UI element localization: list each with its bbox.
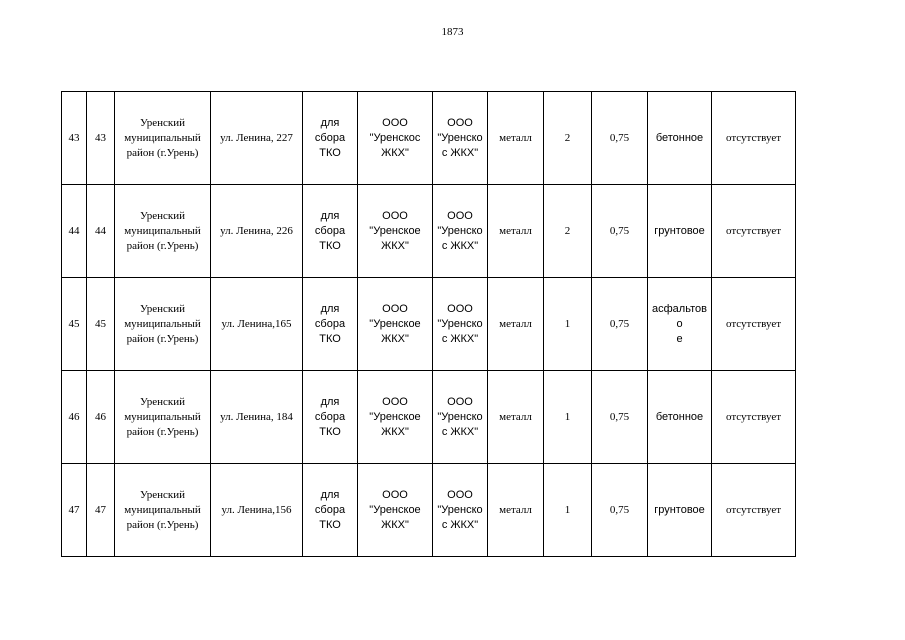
registry-table xyxy=(61,91,796,557)
cell-line: ТКО xyxy=(319,239,341,252)
cell-address: ул. Ленина,165 xyxy=(211,278,303,371)
cell-fence: отсутствует xyxy=(712,185,796,278)
cell-material: металл xyxy=(488,464,544,557)
cell-address: ул. Ленина,156 xyxy=(211,464,303,557)
cell-volume: 0,75 xyxy=(592,185,648,278)
cell-line: ЖКХ" xyxy=(381,239,409,252)
cell-line: "Уренско xyxy=(437,224,483,237)
cell-line: для xyxy=(320,488,340,501)
cell-line: ООО xyxy=(447,488,473,501)
cell-line: е xyxy=(676,332,683,345)
cell-material: металл xyxy=(488,278,544,371)
cell-surface xyxy=(648,464,712,557)
cell-count: 1 xyxy=(544,371,592,464)
cell-line: Уренский xyxy=(139,302,186,315)
cell-line: ООО xyxy=(382,395,408,408)
cell-line: бетонное xyxy=(655,410,704,423)
cell-purpose xyxy=(303,185,358,278)
cell-line: муниципальный xyxy=(124,131,201,144)
cell-count: 2 xyxy=(544,92,592,185)
cell-line: ТКО xyxy=(319,518,341,531)
cell-line: Уренский xyxy=(139,395,186,408)
cell-material: металл xyxy=(488,185,544,278)
cell-line: для xyxy=(320,395,340,408)
cell-line: ООО xyxy=(382,116,408,129)
cell-material: металл xyxy=(488,92,544,185)
cell-index: 44 xyxy=(87,185,115,278)
cell-district xyxy=(115,278,211,371)
cell-address: ул. Ленина, 226 xyxy=(211,185,303,278)
cell-number: 45 xyxy=(62,278,87,371)
cell-line: для xyxy=(320,209,340,222)
cell-line: ООО xyxy=(447,209,473,222)
cell-surface xyxy=(648,278,712,371)
cell-purpose xyxy=(303,278,358,371)
cell-operator xyxy=(433,464,488,557)
cell-line: с ЖКХ" xyxy=(441,425,479,438)
cell-purpose xyxy=(303,371,358,464)
cell-line: грунтовое xyxy=(654,224,705,237)
table-row xyxy=(62,185,796,278)
cell-line: ООО xyxy=(447,116,473,129)
cell-district xyxy=(115,185,211,278)
cell-line: Уренский xyxy=(139,488,186,501)
cell-owner xyxy=(358,92,433,185)
cell-line: "Уренское xyxy=(369,410,421,423)
cell-count: 1 xyxy=(544,464,592,557)
cell-volume: 0,75 xyxy=(592,371,648,464)
cell-operator xyxy=(433,92,488,185)
cell-line: "Уренское xyxy=(369,317,421,330)
cell-line: "Уренскос xyxy=(369,131,421,144)
cell-volume: 0,75 xyxy=(592,92,648,185)
cell-line: "Уренско xyxy=(437,503,483,516)
cell-surface xyxy=(648,185,712,278)
cell-owner xyxy=(358,371,433,464)
cell-line: сбора xyxy=(314,131,346,144)
cell-number: 46 xyxy=(62,371,87,464)
cell-fence: отсутствует xyxy=(712,464,796,557)
cell-line: ТКО xyxy=(319,332,341,345)
table-row xyxy=(62,371,796,464)
cell-line: ЖКХ" xyxy=(381,146,409,159)
cell-line: ТКО xyxy=(319,146,341,159)
cell-index: 43 xyxy=(87,92,115,185)
cell-index: 45 xyxy=(87,278,115,371)
cell-line: район (г.Урень) xyxy=(126,518,199,531)
cell-purpose xyxy=(303,464,358,557)
cell-line: муниципальный xyxy=(124,503,201,516)
cell-line: с ЖКХ" xyxy=(441,239,479,252)
cell-volume: 0,75 xyxy=(592,278,648,371)
cell-line: для xyxy=(320,302,340,315)
cell-index: 47 xyxy=(87,464,115,557)
cell-district xyxy=(115,371,211,464)
cell-owner xyxy=(358,278,433,371)
cell-line: район (г.Урень) xyxy=(126,239,199,252)
cell-line: с ЖКХ" xyxy=(441,146,479,159)
cell-line: сбора xyxy=(314,224,346,237)
table-row xyxy=(62,464,796,557)
cell-line: Уренский xyxy=(139,209,186,222)
cell-district xyxy=(115,464,211,557)
cell-line: муниципальный xyxy=(124,224,201,237)
cell-operator xyxy=(433,185,488,278)
cell-line: сбора xyxy=(314,410,346,423)
cell-line: асфальтово xyxy=(652,302,707,330)
cell-operator xyxy=(433,371,488,464)
cell-line: район (г.Урень) xyxy=(126,146,199,159)
page-number: 1873 xyxy=(441,26,464,38)
cell-line: ООО xyxy=(447,302,473,315)
cell-line: "Уренско xyxy=(437,131,483,144)
cell-district xyxy=(115,92,211,185)
cell-count: 1 xyxy=(544,278,592,371)
cell-fence: отсутствует xyxy=(712,92,796,185)
cell-line: "Уренско xyxy=(437,410,483,423)
cell-address: ул. Ленина, 184 xyxy=(211,371,303,464)
cell-surface xyxy=(648,92,712,185)
cell-address: ул. Ленина, 227 xyxy=(211,92,303,185)
cell-surface xyxy=(648,371,712,464)
cell-operator xyxy=(433,278,488,371)
cell-line: ЖКХ" xyxy=(381,425,409,438)
cell-line: ТКО xyxy=(319,425,341,438)
cell-volume: 0,75 xyxy=(592,464,648,557)
cell-line: "Уренское xyxy=(369,224,421,237)
cell-line: ЖКХ" xyxy=(381,332,409,345)
cell-count: 2 xyxy=(544,185,592,278)
cell-number: 44 xyxy=(62,185,87,278)
table-row xyxy=(62,278,796,371)
cell-line: ООО xyxy=(447,395,473,408)
cell-line: район (г.Урень) xyxy=(126,425,199,438)
table-row xyxy=(62,92,796,185)
cell-line: "Уренско xyxy=(437,317,483,330)
cell-line: район (г.Урень) xyxy=(126,332,199,345)
cell-line: с ЖКХ" xyxy=(441,518,479,531)
cell-line: "Уренское xyxy=(369,503,421,516)
cell-line: ООО xyxy=(382,209,408,222)
cell-index: 46 xyxy=(87,371,115,464)
cell-number: 47 xyxy=(62,464,87,557)
cell-owner xyxy=(358,464,433,557)
cell-line: бетонное xyxy=(655,131,704,144)
cell-line: ООО xyxy=(382,302,408,315)
cell-line: муниципальный xyxy=(124,317,201,330)
cell-material: металл xyxy=(488,371,544,464)
cell-owner xyxy=(358,185,433,278)
cell-number: 43 xyxy=(62,92,87,185)
cell-line: Уренский xyxy=(139,116,186,129)
cell-line: грунтовое xyxy=(654,503,705,516)
cell-line: сбора xyxy=(314,503,346,516)
cell-fence: отсутствует xyxy=(712,371,796,464)
cell-line: муниципальный xyxy=(124,410,201,423)
cell-line: с ЖКХ" xyxy=(441,332,479,345)
cell-purpose xyxy=(303,92,358,185)
cell-fence: отсутствует xyxy=(712,278,796,371)
registry-body xyxy=(62,92,796,557)
cell-line: ЖКХ" xyxy=(381,518,409,531)
cell-line: сбора xyxy=(314,317,346,330)
cell-line: для xyxy=(320,116,340,129)
cell-line: ООО xyxy=(382,488,408,501)
